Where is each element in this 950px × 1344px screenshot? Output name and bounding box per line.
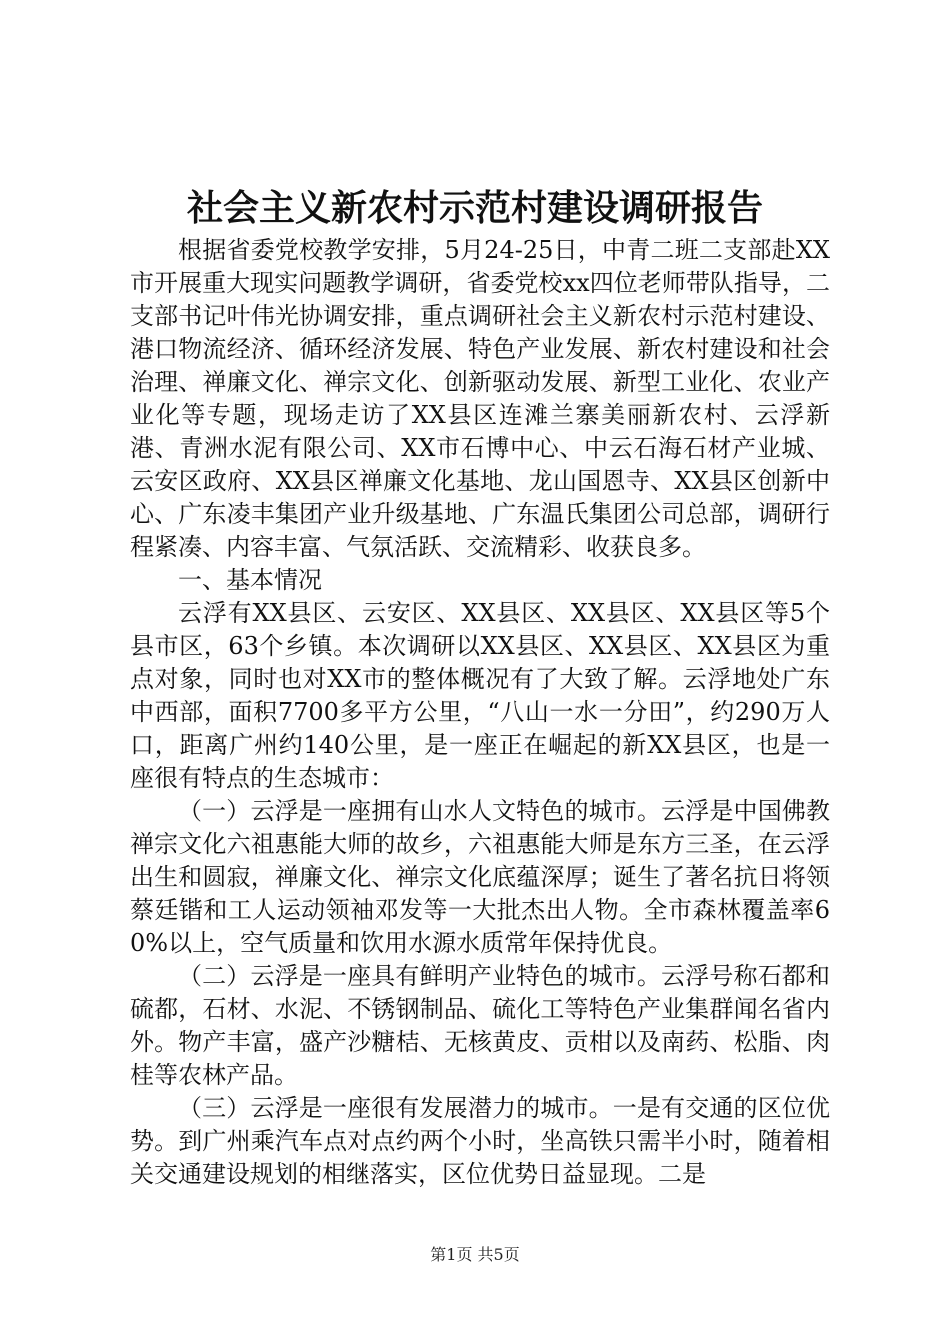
- point-one-paragraph: （一）云浮是一座拥有山水人文特色的城市。云浮是中国佛教禅宗文化六祖惠能大师的故乡，六祖惠能大师是东方三圣，在云浮出生和圆寂，禅廉文化、禅宗文化底蕴深厚；诞生了著名抗日将领蔡廷锴和工人运动领袖邓发等一大批杰出人物。全市森林覆盖率60%以上，空气质量和饮用水源水质常年保持优良。: [130, 797, 830, 957]
- intro-paragraph: 根据省委党校教学安排，5月24-25日，中青二班二支部赴XX市开展重大现实问题教学调研，省委党校xx四位老师带队指导，二支部书记叶伟光协调安排，重点调研社会主义新农村示范村建设、港口物流经济、循环经济发展、特色产业发展、新农村建设和社会治理、禅廉文化、禅宗文化、创新驱动发展、新型工业化、农业产业化等专题，现场走访了XX县区连滩兰寨美丽新农村、云浮新港、青洲水泥有限公司、XX市石博中心、中云石海石材产业城、云安区政府、XX县区禅廉文化基地、龙山国恩寺、XX县区创新中心、广东凌丰集团产业升级基地、广东温氏集团公司总部，调研行程紧凑、内容丰富、气氛活跃、交流精彩、收获良多。: [130, 236, 830, 561]
- point-two-paragraph: （二）云浮是一座具有鲜明产业特色的城市。云浮号称石都和硫都，石材、水泥、不锈钢制品、硫化工等特色产业集群闻名省内外。物产丰富，盛产沙糖桔、无核黄皮、贡柑以及南药、松脂、肉桂等农林产品。: [130, 962, 830, 1089]
- section-heading-basic-situation: 一、基本情况: [178, 566, 322, 594]
- point-three-paragraph: （三）云浮是一座很有发展潜力的城市。一是有交通的区位优势。到广州乘汽车点对点约两个小时，坐高铁只需半小时，随着相关交通建设规划的相继落实，区位优势日益显现。二是: [130, 1094, 830, 1188]
- overview-paragraph: 云浮有XX县区、云安区、XX县区、XX县区、XX县区等5个县市区，63个乡镇。本次调研以XX县区、XX县区、XX县区为重点对象，同时也对XX市的整体概况有了大致了解。云浮地处广东中西部，面积7700多平方公里，“八山一水一分田”，约290万人口，距离广州约140公里，是一座正在崛起的新XX县区，也是一座很有特点的生态城市：: [130, 599, 830, 792]
- page-number-footer: 第1页 共5页: [430, 1245, 520, 1264]
- document-body: [130, 234, 830, 1191]
- document-title: 社会主义新农村示范村建设调研报告: [186, 187, 763, 229]
